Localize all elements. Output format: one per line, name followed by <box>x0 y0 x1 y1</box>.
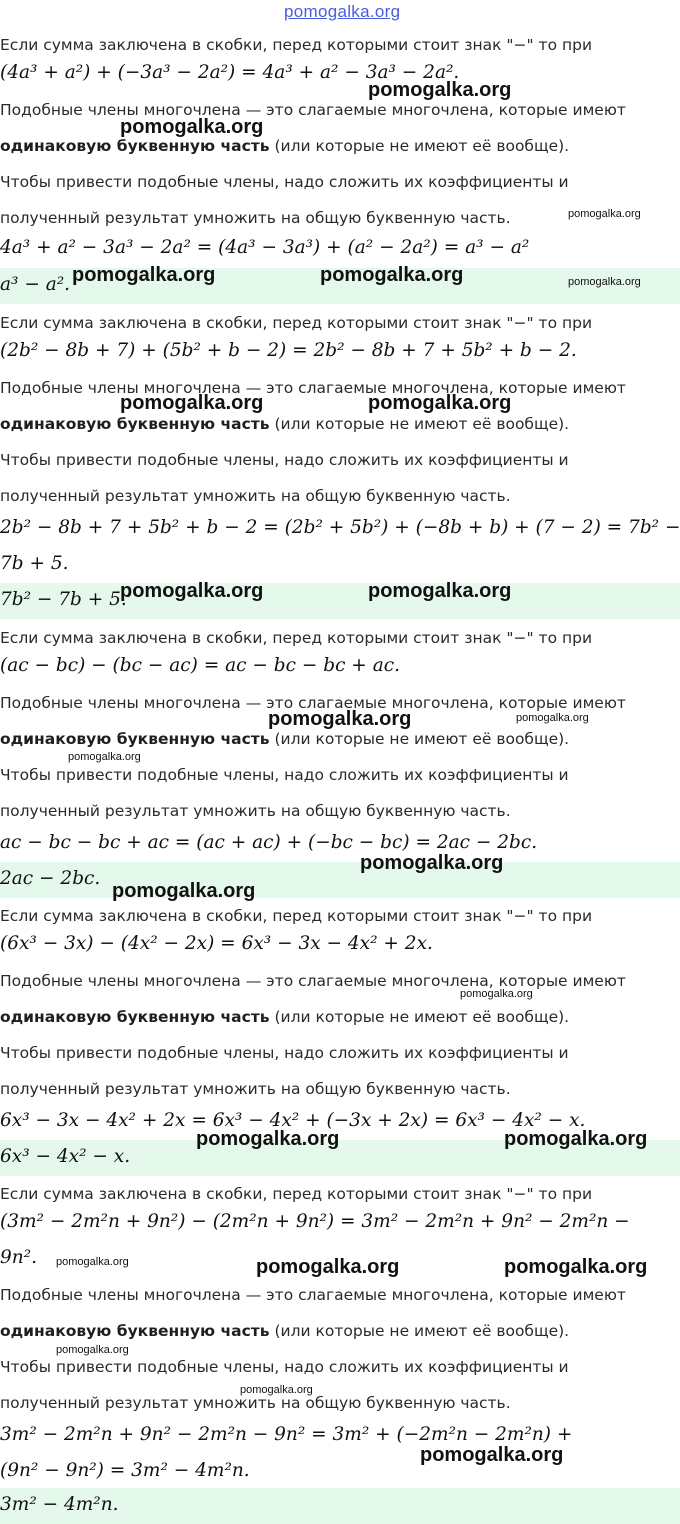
watermark: pomogalka.org <box>196 1128 340 1150</box>
definition-rest: (или которые не имеют её вообще). <box>269 1008 570 1026</box>
similar-terms-definition-2 <box>0 1321 569 1341</box>
watermark: pomogalka.org <box>268 708 412 730</box>
watermark-small: pomogalka.org <box>460 988 533 1000</box>
watermark: pomogalka.org <box>256 1256 400 1278</box>
watermark-top-link[interactable]: pomogalka.org <box>284 2 401 21</box>
collect-rule-text: Чтобы привести подобные члены, надо сложить их коэффициенты и <box>0 451 569 469</box>
answer-box <box>0 862 680 898</box>
expand-expression: (4a³ + a²) + (−3a³ − 2a²) = 4a³ + a² − 3a³ − 2a². <box>0 62 460 83</box>
answer-box <box>0 583 680 619</box>
watermark: pomogalka.org <box>504 1128 648 1150</box>
expand-expression: (6x³ − 3x) − (4x² − 2x) = 6x³ − 3x − 4x² + 2x. <box>0 933 433 954</box>
bold-term: одинаковую буквенную часть <box>0 730 270 748</box>
answer-expression: 3m² − 4m²n. <box>0 1494 119 1515</box>
watermark-small: pomogalka.org <box>568 276 641 288</box>
collect-rule-text: Чтобы привести подобные члены, надо сложить их коэффициенты и <box>0 766 569 784</box>
collect-expression: 6x³ − 3x − 4x² + 2x = 6x³ − 4x² + (−3x + 2x) = 6x³ − 4x² − x. <box>0 1110 586 1131</box>
definition-rest: (или которые не имеют её вообще). <box>269 1322 570 1340</box>
watermark: pomogalka.org <box>360 852 504 874</box>
similar-terms-definition-2 <box>0 1007 569 1027</box>
watermark: pomogalka.org <box>368 79 512 101</box>
watermark-small: pomogalka.org <box>568 208 641 220</box>
collect-expression-cont: (9n² − 9n²) = 3m² − 4m²n. <box>0 1460 250 1481</box>
answer-expression: 7b² − 7b + 5. <box>0 589 127 610</box>
collect-expression: 4a³ + a² − 3a³ − 2a² = (4a³ − 3a³) + (a² − 2a²) = a³ − a² <box>0 237 530 258</box>
watermark: pomogalka.org <box>120 392 264 414</box>
watermark: pomogalka.org <box>368 580 512 602</box>
bold-term: одинаковую буквенную часть <box>0 1008 270 1026</box>
collect-expression: 3m² − 2m²n + 9n² − 2m²n − 9n² = 3m² + (−2m²n − 2m²n) + <box>0 1424 573 1445</box>
expand-expression: (2b² − 8b + 7) + (5b² + b − 2) = 2b² − 8b + 7 + 5b² + b − 2. <box>0 340 577 361</box>
similar-terms-definition-2 <box>0 136 569 156</box>
sign-rule-text: Если сумма заключена в скобки, перед которыми стоит знак "−" то при <box>0 36 593 54</box>
watermark: pomogalka.org <box>504 1256 648 1278</box>
sign-rule-text: Если сумма заключена в скобки, перед которыми стоит знак "−" то при <box>0 629 593 647</box>
watermark-small: pomogalka.org <box>240 1384 313 1396</box>
watermark-small: pomogalka.org <box>68 751 141 763</box>
collect-rule-text-2: полученный результат умножить на общую буквенную часть. <box>0 802 511 820</box>
collect-rule-text: Чтобы привести подобные члены, надо сложить их коэффициенты и <box>0 173 569 191</box>
answer-expression: a³ − a². <box>0 274 71 295</box>
collect-expression: ac − bc − bc + ac = (ac + ac) + (−bc − bc) = 2ac − 2bc. <box>0 832 538 853</box>
watermark: pomogalka.org <box>112 880 256 902</box>
bold-term: одинаковую буквенную часть <box>0 1322 270 1340</box>
similar-terms-definition: Подобные члены многочлена — это слагаемые многочлена, которые имеют <box>0 972 626 990</box>
similar-terms-definition-2 <box>0 729 569 749</box>
collect-rule-text-2: полученный результат умножить на общую буквенную часть. <box>0 487 511 505</box>
watermark: pomogalka.org <box>120 580 264 602</box>
bold-term: одинаковую буквенную часть <box>0 415 270 433</box>
watermark-small: pomogalka.org <box>56 1344 129 1356</box>
sign-rule-text: Если сумма заключена в скобки, перед которыми стоит знак "−" то при <box>0 314 593 332</box>
answer-box <box>0 1488 680 1524</box>
similar-terms-definition: Подобные члены многочлена — это слагаемые многочлена, которые имеют <box>0 379 626 397</box>
bold-term: одинаковую буквенную часть <box>0 137 270 155</box>
answer-expression: 2ac − 2bc. <box>0 868 101 889</box>
collect-expression: 2b² − 8b + 7 + 5b² + b − 2 = (2b² + 5b²) + (−8b + b) + (7 − 2) = 7b² − <box>0 517 680 538</box>
expand-expression-cont: 9n². <box>0 1247 37 1268</box>
similar-terms-definition-2 <box>0 414 569 434</box>
collect-rule-text: Чтобы привести подобные члены, надо сложить их коэффициенты и <box>0 1358 569 1376</box>
collect-rule-text: Чтобы привести подобные члены, надо сложить их коэффициенты и <box>0 1044 569 1062</box>
watermark: pomogalka.org <box>120 116 264 138</box>
sign-rule-text: Если сумма заключена в скобки, перед которыми стоит знак "−" то при <box>0 1185 593 1203</box>
definition-rest: (или которые не имеют её вообще). <box>269 137 570 155</box>
answer-expression: 6x³ − 4x² − x. <box>0 1146 131 1167</box>
watermark: pomogalka.org <box>368 392 512 414</box>
similar-terms-definition: Подобные члены многочлена — это слагаемые многочлена, которые имеют <box>0 694 626 712</box>
collect-rule-text-2: полученный результат умножить на общую буквенную часть. <box>0 209 511 227</box>
collect-rule-text-2: полученный результат умножить на общую буквенную часть. <box>0 1394 511 1412</box>
watermark: pomogalka.org <box>420 1444 564 1466</box>
similar-terms-definition: Подобные члены многочлена — это слагаемые многочлена, которые имеют <box>0 101 626 119</box>
similar-terms-definition: Подобные члены многочлена — это слагаемые многочлена, которые имеют <box>0 1286 626 1304</box>
definition-rest: (или которые не имеют её вообще). <box>269 415 570 433</box>
watermark-small: pomogalka.org <box>516 712 589 724</box>
collect-expression-cont: 7b + 5. <box>0 553 69 574</box>
collect-rule-text-2: полученный результат умножить на общую буквенную часть. <box>0 1080 511 1098</box>
watermark: pomogalka.org <box>72 264 216 286</box>
watermark-small: pomogalka.org <box>56 1256 129 1268</box>
sign-rule-text: Если сумма заключена в скобки, перед которыми стоит знак "−" то при <box>0 907 593 925</box>
definition-rest: (или которые не имеют её вообще). <box>269 730 570 748</box>
watermark: pomogalka.org <box>320 264 464 286</box>
expand-expression: (ac − bc) − (bc − ac) = ac − bc − bc + ac. <box>0 655 400 676</box>
expand-expression: (3m² − 2m²n + 9n²) − (2m²n + 9n²) = 3m² − 2m²n + 9n² − 2m²n − <box>0 1211 630 1232</box>
